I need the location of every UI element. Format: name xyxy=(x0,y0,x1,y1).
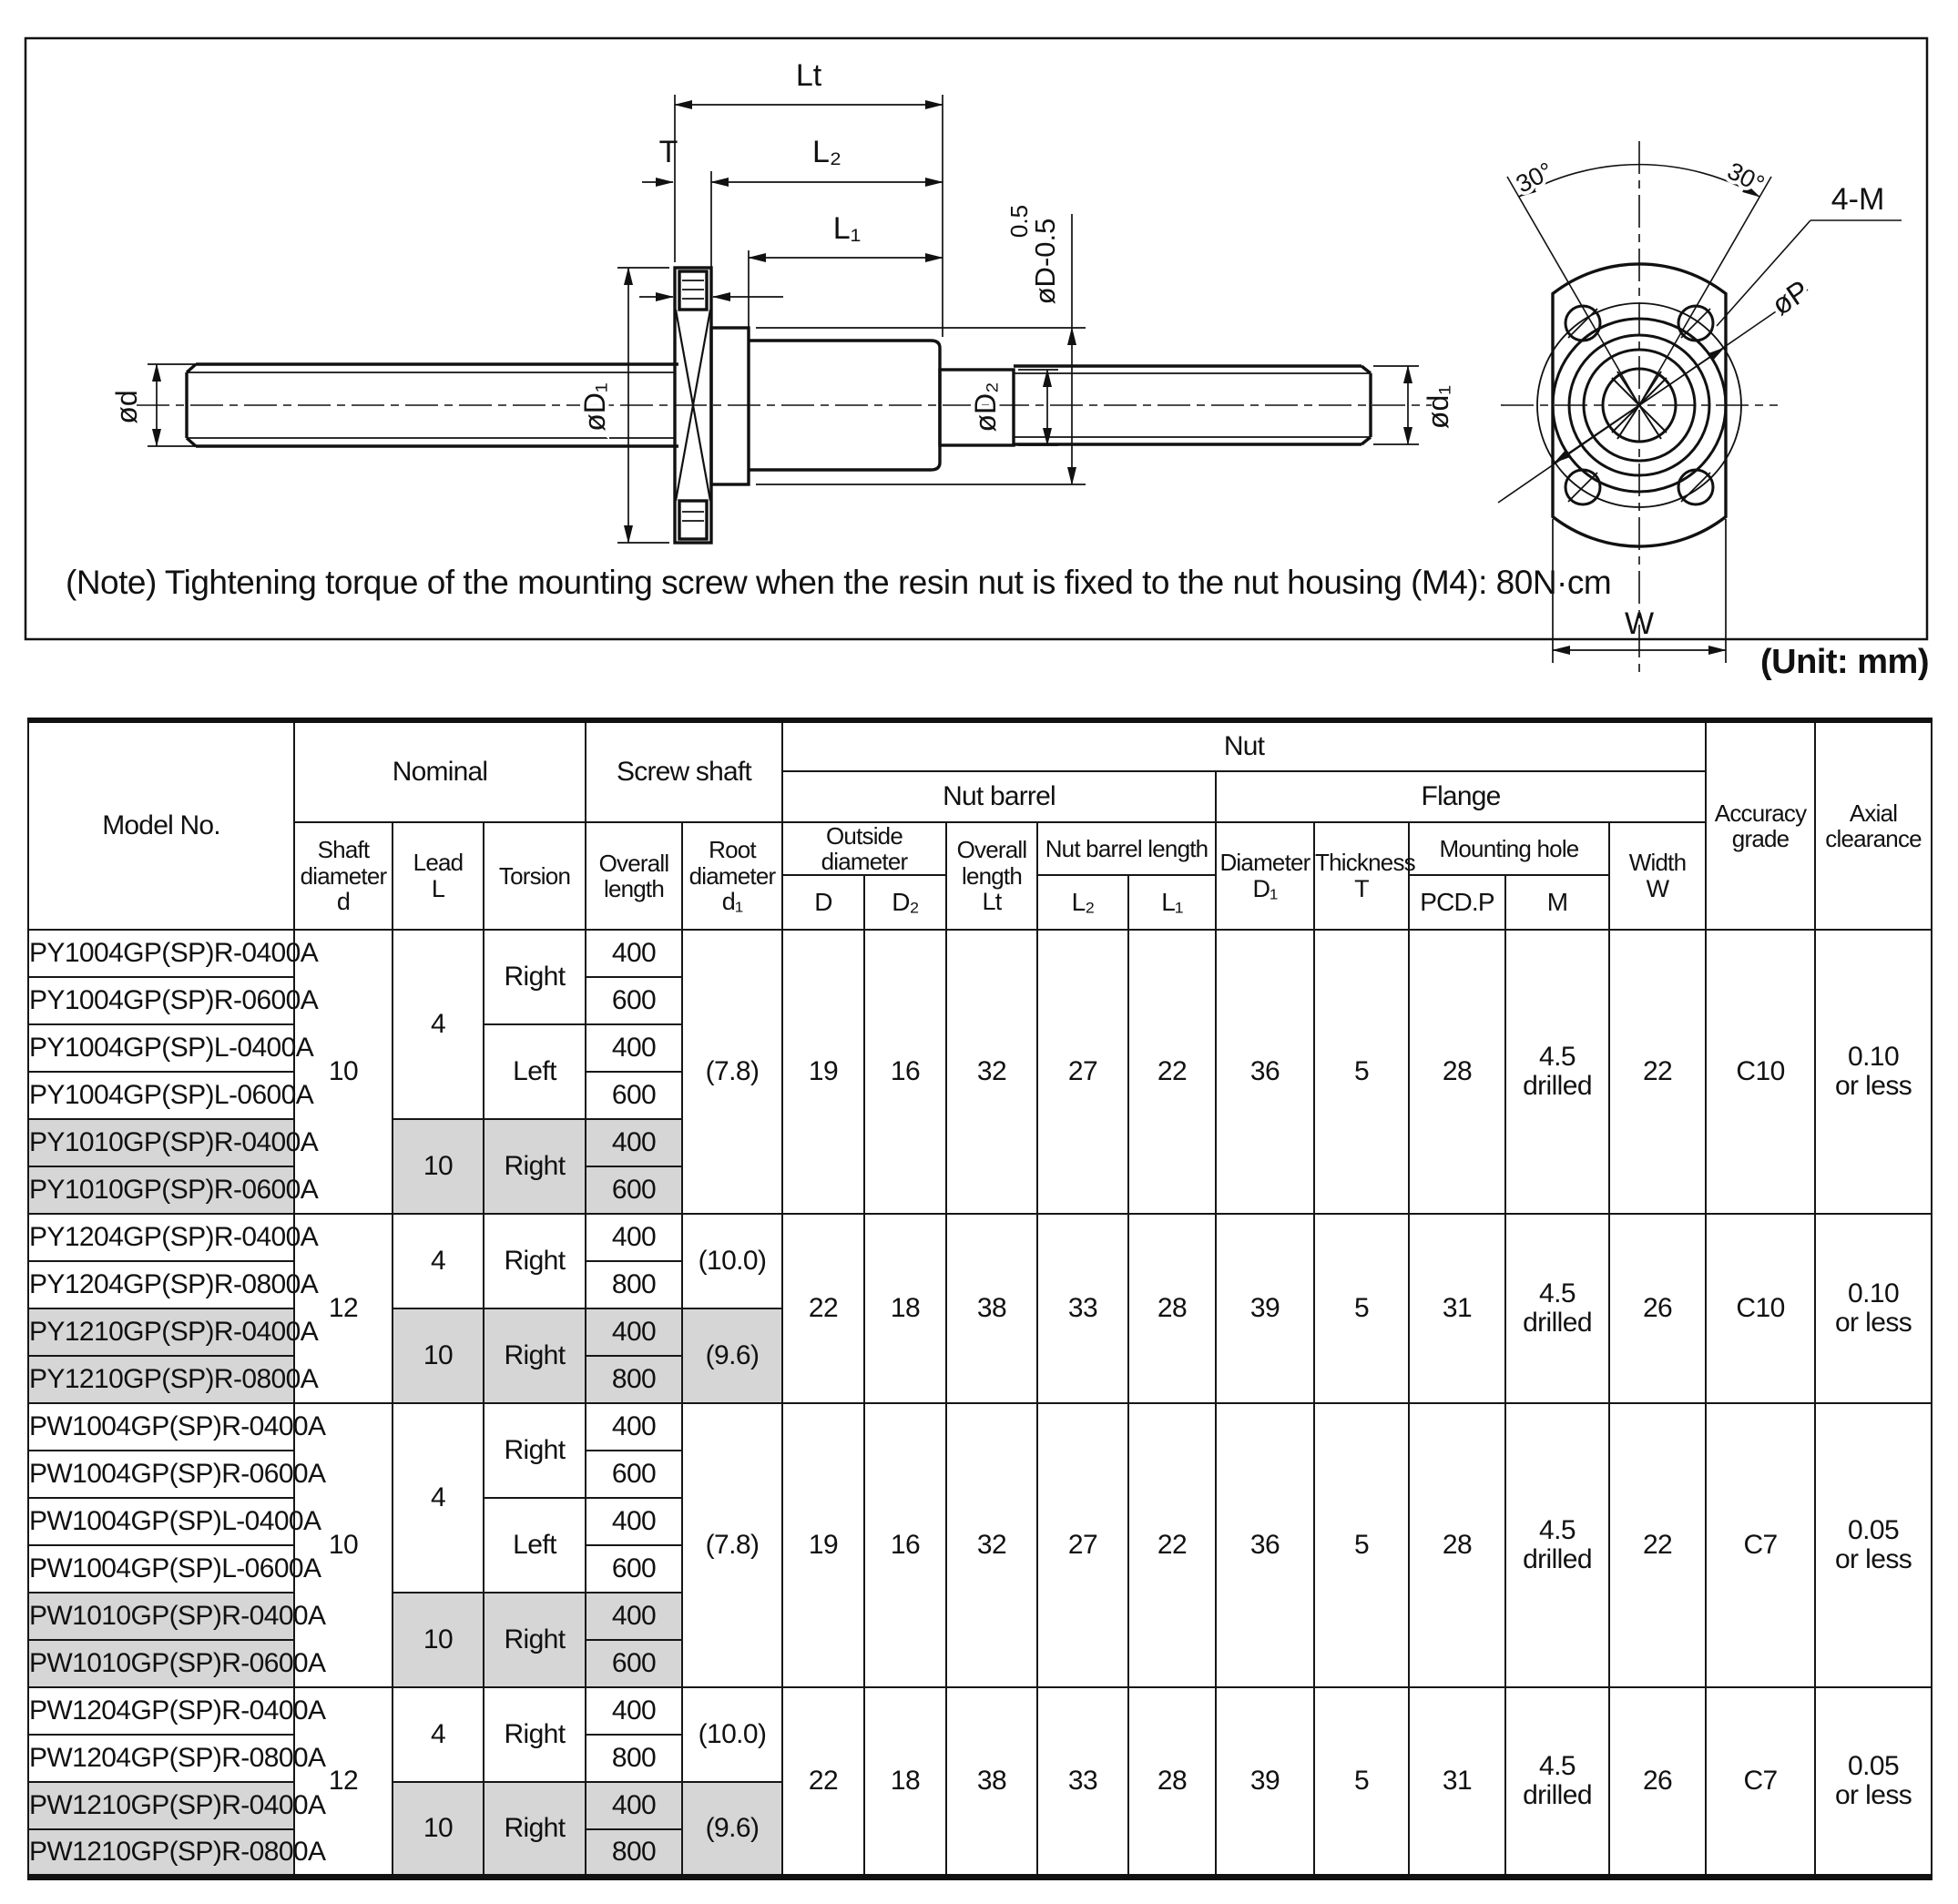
root-dia-cell: (9.6) xyxy=(682,1308,782,1403)
model-cell: PW1004GP(SP)L-0600A xyxy=(28,1545,294,1593)
value-cell-d: 22 xyxy=(782,1214,864,1403)
value-cell-d: 22 xyxy=(782,1687,864,1877)
m-line2: drilled xyxy=(1523,1544,1592,1575)
th-flange: Flange xyxy=(1216,771,1706,822)
value-cell-l1: 28 xyxy=(1128,1687,1216,1877)
value-cell-pcd: 31 xyxy=(1409,1214,1505,1403)
length-cell: 600 xyxy=(586,1166,682,1214)
value-cell-d2: 16 xyxy=(864,930,946,1214)
length-cell: 800 xyxy=(586,1261,682,1308)
th-axial-clearance xyxy=(1815,720,1932,930)
root-dia-cell: (7.8) xyxy=(682,1403,782,1687)
shaft-dia-cell: 10 xyxy=(294,1403,393,1687)
torsion-cell: Right xyxy=(484,930,586,1024)
value-cell-m xyxy=(1505,1214,1609,1403)
model-cell: PW1204GP(SP)R-0400A xyxy=(28,1687,294,1735)
value-cell-clearance xyxy=(1815,930,1932,1214)
torsion-cell: Right xyxy=(484,1687,586,1782)
unit-label: (Unit: mm) xyxy=(1760,643,1929,681)
value-cell-accuracy: C10 xyxy=(1706,1214,1815,1403)
th-axial-line1: Axial xyxy=(1849,799,1898,827)
th-shaft-d-sym: d xyxy=(336,887,351,915)
spec-table-wrap xyxy=(27,718,1933,1880)
drawing-border xyxy=(25,38,1927,639)
torsion-cell: Right xyxy=(484,1119,586,1214)
label-angle-left: 30° xyxy=(1511,157,1557,199)
label-dia-d1-flange: øD₁ xyxy=(578,382,611,432)
th-lt-sym: Lt xyxy=(982,887,1002,915)
m-line2: drilled xyxy=(1523,1779,1592,1810)
length-cell: 400 xyxy=(586,1119,682,1166)
value-cell-l2: 27 xyxy=(1037,1403,1128,1687)
m-line2: drilled xyxy=(1523,1071,1592,1102)
th-m-sym: M xyxy=(1505,875,1609,930)
label-angle-right: 30° xyxy=(1723,157,1769,199)
value-cell-lt: 32 xyxy=(946,1403,1037,1687)
value-cell-d1: 36 xyxy=(1216,930,1314,1214)
four-m-leader xyxy=(1717,220,1902,326)
value-cell-pcd: 28 xyxy=(1409,930,1505,1214)
drawing-note: (Note) Tightening torque of the mounting screw when the resin nut is fixed to the nut housing (M4): 80N·cm xyxy=(66,564,1612,601)
th-thickness-text: Thickness xyxy=(1315,849,1415,877)
torsion-cell: Right xyxy=(484,1403,586,1498)
m-line1: 4.5 xyxy=(1539,1278,1576,1308)
spec-table xyxy=(27,718,1933,1880)
model-cell: PW1204GP(SP)R-0800A xyxy=(28,1735,294,1782)
lead-cell: 4 xyxy=(393,1403,484,1593)
model-cell: PY1210GP(SP)R-0400A xyxy=(28,1308,294,1356)
th-shaft-diameter-text: Shaft diameter xyxy=(300,836,387,890)
length-cell: 600 xyxy=(586,1451,682,1498)
dim-od2 xyxy=(1018,370,1058,445)
label-dia-d-tol: øD-0.5 xyxy=(1029,218,1061,305)
value-cell-pcd: 31 xyxy=(1409,1687,1505,1877)
value-cell-m xyxy=(1505,1687,1609,1877)
value-cell-accuracy: C7 xyxy=(1706,1687,1815,1877)
model-cell: PY1004GP(SP)L-0400A xyxy=(28,1024,294,1072)
th-thickness xyxy=(1314,822,1415,930)
lead-cell: 10 xyxy=(393,1593,484,1687)
th-nominal: Nominal xyxy=(294,720,586,822)
length-cell: 800 xyxy=(586,1735,682,1782)
value-cell-t: 5 xyxy=(1314,1687,1409,1877)
value-cell-d2: 16 xyxy=(864,1403,946,1687)
th-l2-sym: L₂ xyxy=(1037,875,1128,930)
dim-l1 xyxy=(749,250,943,335)
length-cell: 400 xyxy=(586,1308,682,1356)
m-line2: drilled xyxy=(1523,1308,1592,1339)
th-root-diameter-text: Root diameter xyxy=(688,836,776,890)
value-cell-w: 26 xyxy=(1609,1214,1706,1403)
value-cell-clearance xyxy=(1815,1214,1932,1403)
model-cell: PW1004GP(SP)R-0400A xyxy=(28,1403,294,1451)
th-accuracy-line1: Accuracy xyxy=(1714,799,1807,827)
root-dia-cell: (9.6) xyxy=(682,1782,782,1877)
th-accuracy-grade xyxy=(1706,720,1815,930)
cl-line2: or less xyxy=(1834,1779,1912,1810)
torsion-cell: Right xyxy=(484,1782,586,1877)
model-cell: PY1004GP(SP)R-0400A xyxy=(28,930,294,977)
value-cell-d1: 36 xyxy=(1216,1403,1314,1687)
value-cell-l1: 22 xyxy=(1128,1403,1216,1687)
value-cell-l1: 28 xyxy=(1128,1214,1216,1403)
th-shaft-diameter xyxy=(294,822,393,930)
value-cell-accuracy: C7 xyxy=(1706,1403,1815,1687)
th-width xyxy=(1609,822,1706,930)
label-lt: Lt xyxy=(795,58,822,93)
length-cell: 600 xyxy=(586,1640,682,1687)
value-cell-lt: 32 xyxy=(946,930,1037,1214)
model-cell: PW1010GP(SP)R-0600A xyxy=(28,1640,294,1687)
value-cell-accuracy: C10 xyxy=(1706,930,1815,1214)
lead-cell: 4 xyxy=(393,1214,484,1308)
th-overall-length-nut xyxy=(946,822,1037,930)
value-cell-l2: 33 xyxy=(1037,1687,1128,1877)
value-cell-t: 5 xyxy=(1314,930,1409,1214)
th-axial-line2: clearance xyxy=(1825,825,1922,853)
length-cell: 600 xyxy=(586,1545,682,1593)
model-cell: PY1204GP(SP)R-0400A xyxy=(28,1214,294,1261)
label-t: T xyxy=(658,135,678,169)
model-cell: PY1010GP(SP)R-0400A xyxy=(28,1119,294,1166)
model-cell: PY1004GP(SP)R-0600A xyxy=(28,977,294,1024)
technical-drawing xyxy=(0,0,1958,701)
value-cell-t: 5 xyxy=(1314,1403,1409,1687)
th-root-d-sym: d₁ xyxy=(721,887,743,915)
label-dia-p: øP xyxy=(1765,273,1815,322)
m-line1: 4.5 xyxy=(1539,1514,1576,1545)
value-cell-d: 19 xyxy=(782,930,864,1214)
dim-t-l2 xyxy=(642,171,943,270)
value-cell-w: 22 xyxy=(1609,930,1706,1214)
th-model-no: Model No. xyxy=(28,720,294,930)
th-outside-diameter: Outside diameter xyxy=(782,822,946,875)
model-cell: PW1210GP(SP)R-0800A xyxy=(28,1829,294,1877)
th-diameter-text: Diameter xyxy=(1219,849,1310,877)
value-cell-d2: 18 xyxy=(864,1214,946,1403)
label-dia-d2: øD₂ xyxy=(969,382,1002,433)
model-cell: PY1210GP(SP)R-0800A xyxy=(28,1356,294,1403)
torsion-cell: Right xyxy=(484,1593,586,1687)
lead-cell: 4 xyxy=(393,1687,484,1782)
th-nut-barrel: Nut barrel xyxy=(782,771,1216,822)
length-cell: 800 xyxy=(586,1829,682,1877)
model-cell: PW1010GP(SP)R-0400A xyxy=(28,1593,294,1640)
shaft-dia-cell: 12 xyxy=(294,1214,393,1403)
model-cell: PY1204GP(SP)R-0800A xyxy=(28,1261,294,1308)
th-pcd-sym: PCD.P xyxy=(1409,875,1505,930)
th-d2-sym: D₂ xyxy=(864,875,946,930)
lead-cell: 10 xyxy=(393,1782,484,1877)
root-dia-cell: (10.0) xyxy=(682,1214,782,1308)
value-cell-t: 5 xyxy=(1314,1214,1409,1403)
value-cell-m xyxy=(1505,930,1609,1214)
pcd-callout xyxy=(1498,290,1808,503)
shaft-dia-cell: 10 xyxy=(294,930,393,1214)
th-nut-barrel-length: Nut barrel length xyxy=(1037,822,1216,875)
length-cell: 400 xyxy=(586,1782,682,1829)
dim-lt xyxy=(675,95,943,337)
value-cell-lt: 38 xyxy=(946,1214,1037,1403)
lead-cell: 10 xyxy=(393,1308,484,1403)
th-w-sym: W xyxy=(1646,874,1669,902)
torsion-cell: Left xyxy=(484,1498,586,1593)
length-cell: 600 xyxy=(586,1072,682,1119)
value-cell-pcd: 28 xyxy=(1409,1403,1505,1687)
value-cell-l1: 22 xyxy=(1128,930,1216,1214)
cl-line2: or less xyxy=(1834,1308,1912,1339)
model-cell: PW1004GP(SP)L-0400A xyxy=(28,1498,294,1545)
th-lead-text: Lead xyxy=(413,849,464,877)
value-cell-m xyxy=(1505,1403,1609,1687)
th-t-sym: T xyxy=(1354,874,1369,902)
th-nut: Nut xyxy=(782,720,1706,771)
m-line1: 4.5 xyxy=(1539,1750,1576,1781)
length-cell: 400 xyxy=(586,930,682,977)
label-l2: L₂ xyxy=(811,135,842,169)
torsion-cell: Left xyxy=(484,1024,586,1119)
torsion-cell: Right xyxy=(484,1308,586,1403)
label-dia-d1-shaft: ød₁ xyxy=(1422,384,1454,430)
root-dia-cell: (10.0) xyxy=(682,1687,782,1782)
model-cell: PW1210GP(SP)R-0400A xyxy=(28,1782,294,1829)
th-lead xyxy=(393,822,484,930)
label-w: W xyxy=(1624,606,1655,641)
length-cell: 400 xyxy=(586,1687,682,1735)
th-mounting-hole: Mounting hole xyxy=(1409,822,1609,875)
th-root-diameter xyxy=(682,822,782,930)
length-cell: 400 xyxy=(586,1214,682,1261)
th-torsion: Torsion xyxy=(484,822,586,930)
cl-line1: 0.05 xyxy=(1848,1514,1900,1545)
th-width-text: Width xyxy=(1628,849,1687,877)
value-cell-d: 19 xyxy=(782,1403,864,1687)
value-cell-d2: 18 xyxy=(864,1687,946,1877)
cl-line1: 0.10 xyxy=(1848,1278,1900,1308)
value-cell-w: 22 xyxy=(1609,1403,1706,1687)
lead-cell: 10 xyxy=(393,1119,484,1214)
label-four-m: 4-M xyxy=(1831,182,1885,217)
th-lead-sym: L xyxy=(431,874,445,902)
th-d-sym: D xyxy=(782,875,864,930)
root-dia-cell: (7.8) xyxy=(682,930,782,1214)
label-dia-d-tol-sup: 0.5 xyxy=(1005,204,1033,239)
model-cell: PY1010GP(SP)R-0600A xyxy=(28,1166,294,1214)
cl-line2: or less xyxy=(1834,1544,1912,1575)
length-cell: 400 xyxy=(586,1498,682,1545)
lead-cell: 4 xyxy=(393,930,484,1119)
value-cell-lt: 38 xyxy=(946,1687,1037,1877)
cl-line1: 0.05 xyxy=(1848,1750,1900,1781)
value-cell-d1: 39 xyxy=(1216,1214,1314,1403)
value-cell-d1: 39 xyxy=(1216,1687,1314,1877)
th-accuracy-line2: grade xyxy=(1731,825,1790,853)
value-cell-clearance xyxy=(1815,1403,1932,1687)
length-cell: 400 xyxy=(586,1593,682,1640)
model-cell: PY1004GP(SP)L-0600A xyxy=(28,1072,294,1119)
m-line1: 4.5 xyxy=(1539,1041,1576,1072)
value-cell-w: 26 xyxy=(1609,1687,1706,1877)
value-cell-l2: 27 xyxy=(1037,930,1128,1214)
length-cell: 400 xyxy=(586,1403,682,1451)
value-cell-l2: 33 xyxy=(1037,1214,1128,1403)
value-cell-clearance xyxy=(1815,1687,1932,1877)
model-cell: PW1004GP(SP)R-0600A xyxy=(28,1451,294,1498)
th-overall-length-nut-text: Overall length xyxy=(956,836,1027,890)
cl-line2: or less xyxy=(1834,1071,1912,1102)
torsion-cell: Right xyxy=(484,1214,586,1308)
th-l1-sym: L₁ xyxy=(1128,875,1216,930)
th-d1-sym: D₁ xyxy=(1252,874,1278,902)
length-cell: 800 xyxy=(586,1356,682,1403)
length-cell: 400 xyxy=(586,1024,682,1072)
label-dia-d: ød xyxy=(110,390,143,424)
shaft-dia-cell: 12 xyxy=(294,1687,393,1877)
label-l1: L₁ xyxy=(832,211,862,246)
th-screw-shaft: Screw shaft xyxy=(586,720,782,822)
th-overall-length: Overall length xyxy=(586,822,682,930)
th-diameter-d1 xyxy=(1216,822,1314,930)
cl-line1: 0.10 xyxy=(1848,1041,1900,1072)
length-cell: 600 xyxy=(586,977,682,1024)
